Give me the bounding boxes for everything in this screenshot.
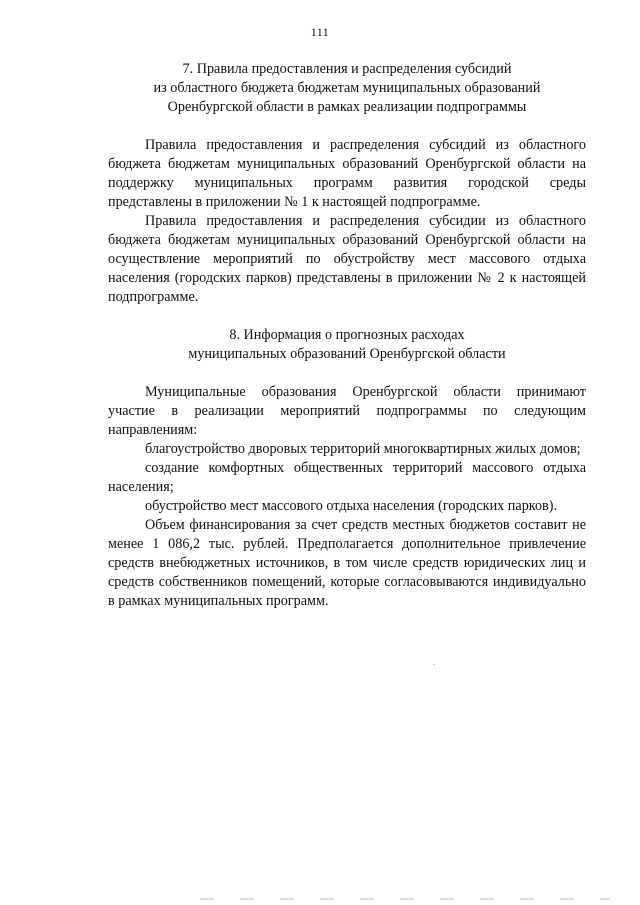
section-7-title-line: 7. Правила предоставления и распределения субсидий [182, 61, 512, 77]
section-8-list-item: создание комфортных общественных территорий массового отдыха населения; [108, 460, 586, 495]
section-7-title [108, 60, 586, 117]
section-8-title [108, 326, 586, 364]
section-7-paragraph: Правила предоставления и распределения субсидий из областного бюджета бюджетам муниципальных образований Оренбургской области на поддержку муниципальных программ развития городской среды представлены в приложении № 1 к настоящей подпрограмме. [108, 137, 586, 210]
section-8-financing: Объем финансирования за счет средств местных бюджетов составит не менее 1 086,2 тыс. рублей. Предполагается дополнительное привлечение средств внебюджетных источников, в том числе средств юридических лиц и средств собственников помещений, которые согласовываются индивидуально в рамках муниципальных программ. [108, 517, 586, 609]
section-8-intro: Муниципальные образования Оренбургской области принимают участие в реализации мероприятий подпрограммы по следующим направлениям: [108, 384, 586, 438]
scan-footer-artifact [200, 898, 610, 900]
section-7-title-line: из областного бюджета бюджетам муниципальных образований [153, 80, 541, 96]
section-8-title-line: муниципальных образований Оренбургской области [188, 346, 506, 362]
section-7-paragraph: Правила предоставления и распределения субсидии из областного бюджета бюджетам муниципальных образований Оренбургской области на осуществление мероприятий по обустройству мест массового отдыха населения (городских парков) представлены в приложении № 2 к настоящей подпрограмме. [108, 213, 586, 305]
document-body [108, 60, 586, 611]
section-8-title-line: 8. Информация о прогнозных расходах [229, 327, 465, 343]
section-8-list-item: обустройство мест массового отдыха населения (городских парков). [145, 498, 558, 514]
scan-speck [433, 664, 435, 665]
section-8-list-item: благоустройство дворовых территорий многоквартирных жилых домов; [145, 441, 581, 457]
page-number: 111 [310, 25, 330, 39]
section-7-title-line: Оренбургской области в рамках реализации подпрограммы [167, 99, 527, 115]
